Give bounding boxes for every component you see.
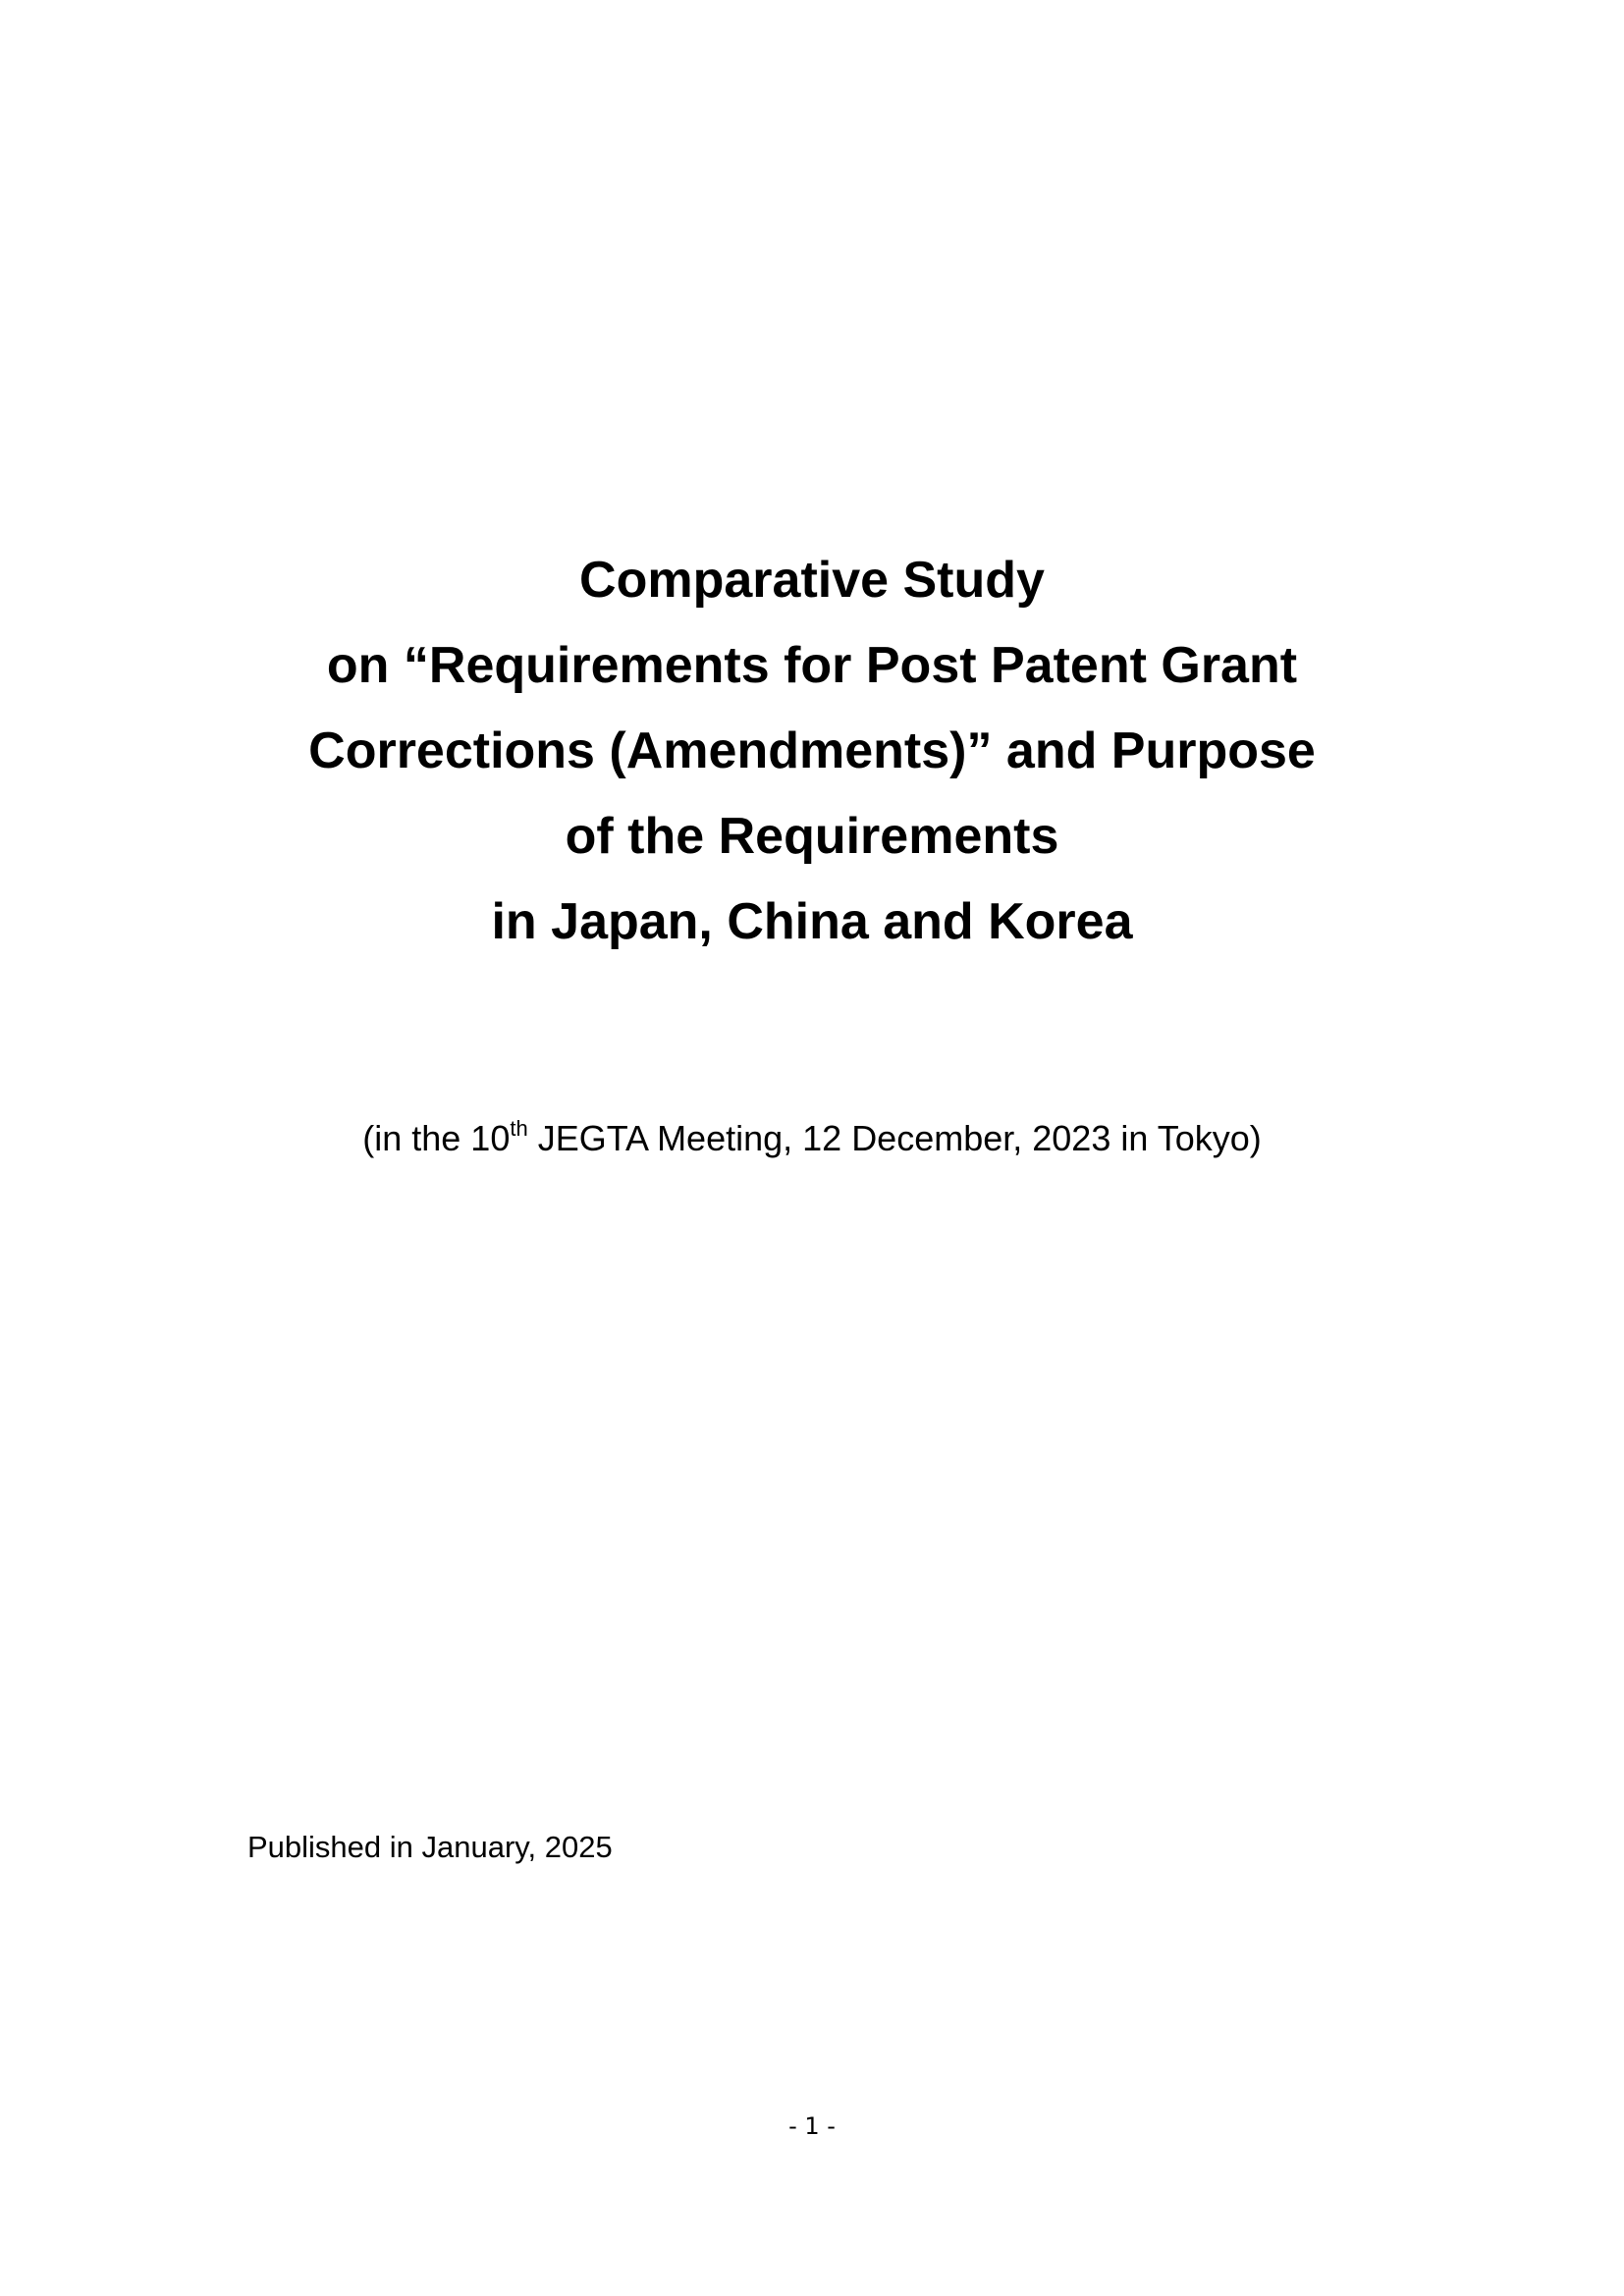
publication-date: Published in January, 2025	[247, 1830, 613, 1864]
title-line-4: of the Requirements	[565, 808, 1059, 865]
page-number: - 1 -	[788, 2112, 836, 2140]
meeting-ordinal-suffix: th	[510, 1116, 528, 1141]
meeting-info-prefix: (in the 10	[362, 1118, 511, 1158]
title-line-3: Corrections (Amendments)” and Purpose	[308, 722, 1316, 779]
document-title	[0, 538, 1624, 965]
title-line-1: Comparative Study	[579, 552, 1045, 609]
meeting-info	[0, 1115, 1624, 1162]
meeting-info-suffix: JEGTA Meeting, 12 December, 2023 in Tokyo)	[527, 1118, 1262, 1158]
title-line-5: in Japan, China and Korea	[491, 893, 1133, 950]
title-line-2: on “Requirements for Post Patent Grant	[326, 637, 1298, 694]
